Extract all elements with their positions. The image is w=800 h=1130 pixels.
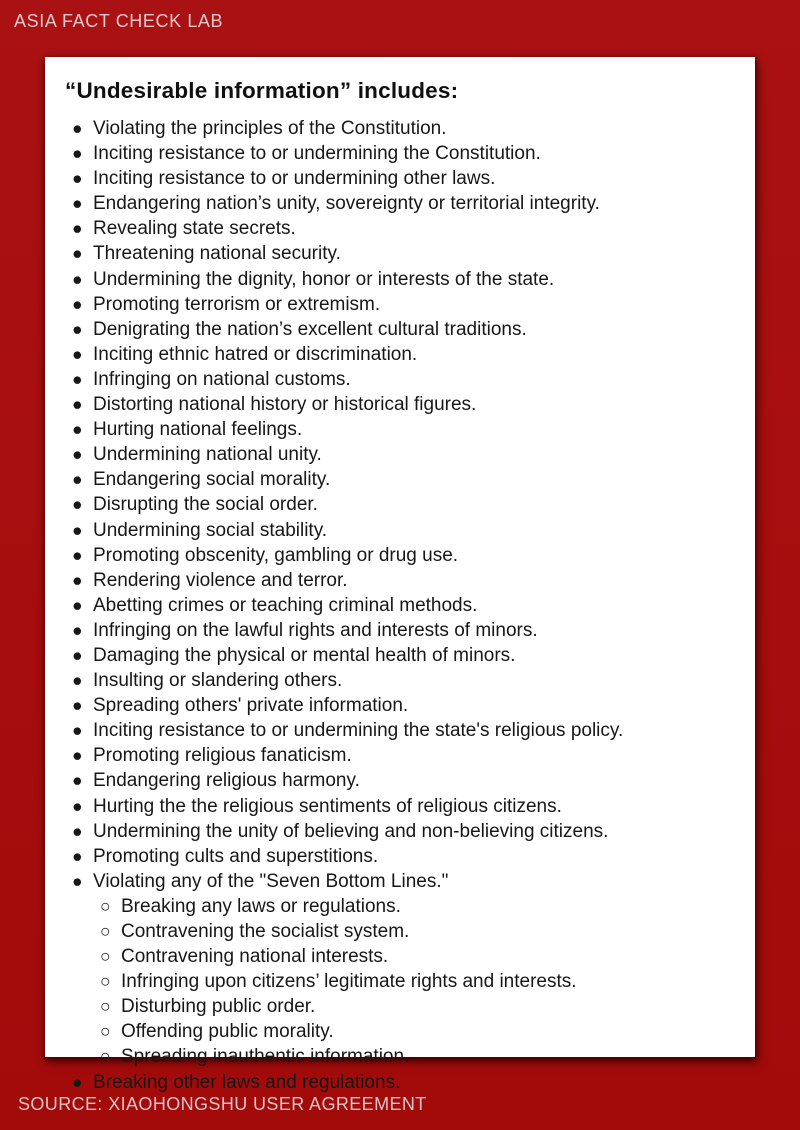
list-item-text: Hurting the the religious sentiments of religious citizens. bbox=[93, 795, 562, 817]
filled-bullet-icon: ● bbox=[72, 469, 83, 490]
filled-bullet-icon: ● bbox=[72, 795, 83, 816]
list-item-text: Violating any of the "Seven Bottom Lines." bbox=[93, 870, 449, 892]
list-item bbox=[65, 643, 741, 668]
open-bullet-icon: ○ bbox=[100, 1021, 111, 1042]
filled-bullet-icon: ● bbox=[72, 695, 83, 716]
list-item bbox=[65, 191, 741, 216]
list-item-text: Inciting resistance to or undermining the Constitution. bbox=[93, 143, 541, 165]
list-item-text: Endangering social morality. bbox=[93, 469, 331, 491]
list-item bbox=[65, 141, 741, 166]
filled-bullet-icon: ● bbox=[72, 519, 83, 540]
list-item bbox=[65, 944, 741, 969]
list-item-text: Hurting national feelings. bbox=[93, 419, 303, 441]
list-item bbox=[65, 116, 741, 141]
list-item bbox=[65, 844, 741, 869]
list-item-text: Infringing on the lawful rights and interests of minors. bbox=[93, 619, 538, 641]
list-item-text: Contravening the socialist system. bbox=[121, 921, 410, 942]
list-item-text: Undermining the unity of believing and non-believing citizens. bbox=[93, 820, 609, 842]
filled-bullet-icon: ● bbox=[72, 745, 83, 766]
list-item-text: Promoting obscenity, gambling or drug use. bbox=[93, 544, 459, 566]
open-bullet-icon: ○ bbox=[100, 1046, 111, 1067]
list-item bbox=[65, 317, 741, 342]
list-item-text: Distorting national history or historical figures. bbox=[93, 394, 477, 416]
list-item-text: Promoting cults and superstitions. bbox=[93, 845, 379, 867]
list-item-text: Spreading inauthentic information. bbox=[121, 1046, 410, 1068]
list-item-text: Threatening national security. bbox=[93, 243, 341, 265]
list-item-text: Promoting terrorism or extremism. bbox=[93, 293, 381, 315]
list-item bbox=[65, 869, 741, 894]
list-item bbox=[65, 718, 741, 743]
filled-bullet-icon: ● bbox=[72, 368, 83, 389]
list-item bbox=[65, 994, 741, 1019]
list-item-text: Undermining social stability. bbox=[93, 519, 328, 541]
filled-bullet-icon: ● bbox=[72, 494, 83, 515]
list-item-text: Disrupting the social order. bbox=[93, 494, 318, 516]
filled-bullet-icon: ● bbox=[72, 594, 83, 615]
list-item-text: Contravening national interests. bbox=[121, 946, 389, 968]
brand-label: ASIA FACT CHECK LAB bbox=[14, 11, 224, 31]
list-item bbox=[65, 593, 741, 618]
list-item bbox=[65, 367, 741, 392]
list-item-text: Infringing upon citizens’ legitimate rights and interests. bbox=[121, 971, 577, 993]
list-item bbox=[65, 267, 741, 292]
list-item-text: Spreading others' private information. bbox=[93, 695, 409, 717]
filled-bullet-icon: ● bbox=[72, 544, 83, 565]
list-item bbox=[65, 969, 741, 994]
open-bullet-icon: ○ bbox=[100, 946, 111, 967]
list-item bbox=[65, 768, 741, 793]
filled-bullet-icon: ● bbox=[72, 820, 83, 841]
filled-bullet-icon: ● bbox=[72, 193, 83, 214]
list-item-text: Endangering religious harmony. bbox=[93, 770, 360, 792]
list-item bbox=[65, 467, 741, 492]
filled-bullet-icon: ● bbox=[72, 394, 83, 415]
card-title: “Undesirable information” includes: bbox=[65, 78, 459, 103]
list-item-text: Revealing state secrets. bbox=[93, 218, 296, 240]
list-item-text: Rendering violence and terror. bbox=[93, 569, 348, 591]
list-item bbox=[65, 1070, 741, 1095]
filled-bullet-icon: ● bbox=[72, 870, 83, 891]
list-item-text: Denigrating the nation’s excellent cultural traditions. bbox=[93, 318, 527, 340]
filled-bullet-icon: ● bbox=[72, 670, 83, 691]
list-item bbox=[65, 492, 741, 517]
list-item bbox=[65, 1044, 741, 1069]
list-item-text: Violating the principles of the Constitution. bbox=[93, 118, 447, 139]
list-item bbox=[65, 668, 741, 693]
list-item bbox=[65, 518, 741, 543]
list-item bbox=[65, 543, 741, 568]
open-bullet-icon: ○ bbox=[100, 996, 111, 1017]
filled-bullet-icon: ● bbox=[72, 168, 83, 189]
list-item bbox=[65, 693, 741, 718]
open-bullet-icon: ○ bbox=[100, 971, 111, 992]
filled-bullet-icon: ● bbox=[72, 569, 83, 590]
info-card bbox=[45, 57, 755, 1093]
list-item bbox=[65, 216, 741, 241]
filled-bullet-icon: ● bbox=[72, 644, 83, 665]
filled-bullet-icon: ● bbox=[72, 143, 83, 164]
list-item-text: Infringing on national customs. bbox=[93, 368, 351, 390]
filled-bullet-icon: ● bbox=[72, 845, 83, 866]
list-item bbox=[65, 342, 741, 367]
list-item-text: Undermining the dignity, honor or interests of the state. bbox=[93, 268, 555, 290]
list-item bbox=[65, 417, 741, 442]
undesirable-list bbox=[65, 116, 741, 1095]
list-item bbox=[65, 919, 741, 944]
filled-bullet-icon: ● bbox=[72, 419, 83, 440]
list-item bbox=[65, 1019, 741, 1044]
list-item-text: Insulting or slandering others. bbox=[93, 670, 343, 692]
list-item bbox=[65, 618, 741, 643]
list-item bbox=[65, 819, 741, 844]
open-bullet-icon: ○ bbox=[100, 895, 111, 916]
list-item bbox=[65, 292, 741, 317]
filled-bullet-icon: ● bbox=[72, 444, 83, 465]
list-item bbox=[65, 241, 741, 266]
list-item-text: Damaging the physical or mental health of minors. bbox=[93, 644, 516, 666]
list-item-text: Inciting ethnic hatred or discrimination. bbox=[93, 343, 418, 365]
filled-bullet-icon: ● bbox=[72, 619, 83, 640]
list-item-text: Promoting religious fanaticism. bbox=[93, 745, 352, 767]
filled-bullet-icon: ● bbox=[72, 268, 83, 289]
filled-bullet-icon: ● bbox=[72, 720, 83, 741]
list-item bbox=[65, 568, 741, 593]
list-item-text: Inciting resistance to or undermining other laws. bbox=[93, 168, 496, 190]
list-item-text: Abetting crimes or teaching criminal methods. bbox=[93, 594, 478, 616]
list-item bbox=[65, 392, 741, 417]
filled-bullet-icon: ● bbox=[72, 343, 83, 364]
list-item bbox=[65, 442, 741, 467]
filled-bullet-icon: ● bbox=[72, 318, 83, 339]
list-item-text: Breaking any laws or regulations. bbox=[121, 895, 401, 917]
filled-bullet-icon: ● bbox=[72, 218, 83, 239]
filled-bullet-icon: ● bbox=[72, 243, 83, 264]
list-item bbox=[65, 794, 741, 819]
source-attribution: SOURCE: XIAOHONGSHU USER AGREEMENT bbox=[18, 1094, 427, 1114]
list-item bbox=[65, 743, 741, 768]
filled-bullet-icon: ● bbox=[72, 118, 83, 138]
list-item-text: Disturbing public order. bbox=[121, 996, 316, 1018]
list-item-text: Offending public morality. bbox=[121, 1021, 334, 1043]
list-item bbox=[65, 894, 741, 919]
list-item-text: Breaking other laws and regulations. bbox=[93, 1071, 401, 1093]
list-item-text: Inciting resistance to or undermining the state's religious policy. bbox=[93, 720, 624, 742]
open-bullet-icon: ○ bbox=[100, 921, 111, 941]
filled-bullet-icon: ● bbox=[72, 1071, 83, 1092]
filled-bullet-icon: ● bbox=[72, 770, 83, 791]
list-item-text: Endangering nation’s unity, sovereignty or territorial integrity. bbox=[93, 193, 600, 215]
filled-bullet-icon: ● bbox=[72, 293, 83, 314]
list-item-text: Undermining national unity. bbox=[93, 444, 322, 466]
list-item bbox=[65, 166, 741, 191]
